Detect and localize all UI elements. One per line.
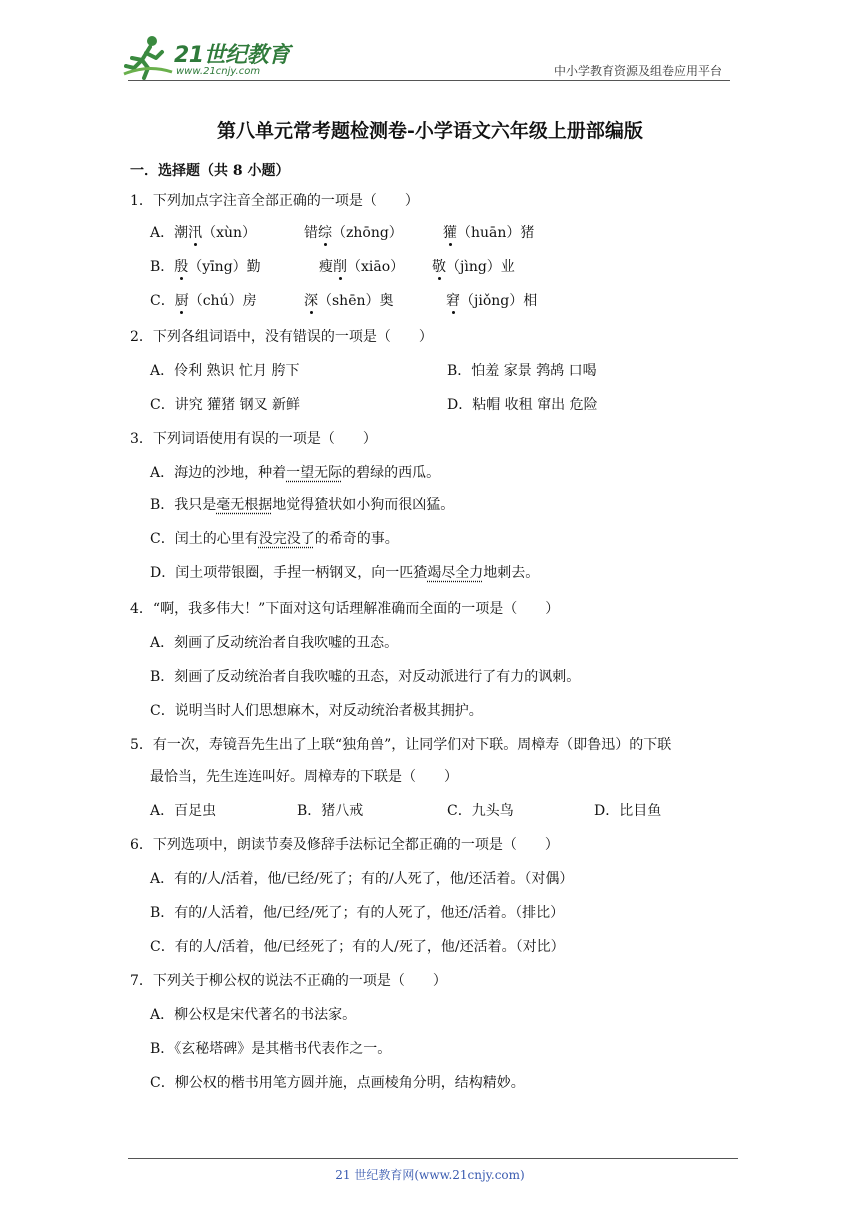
question-2-option-a: A．伶利 熟识 忙月 胯下 <box>150 363 300 379</box>
question-2-option-c: C．讲究 獾猪 钢叉 新鲜 <box>150 397 301 413</box>
question-5-option-c: C．九头鸟 <box>447 803 514 819</box>
question-3-stem: 3．下列词语使用有误的一项是（ ） <box>130 431 377 447</box>
question-7-option-a: A．柳公权是宋代著名的书法家。 <box>150 1007 357 1023</box>
question-1-option-c1: C．厨（chú）房 <box>150 293 257 309</box>
question-4-option-c: C．说明当时人们思想麻木，对反动统治者极其拥护。 <box>150 703 483 719</box>
footer-divider <box>128 1158 738 1159</box>
page-header <box>0 0 860 90</box>
question-1-option-b2: 瘦削（xiāo） <box>319 259 405 275</box>
question-6-option-b: B．有的/人活着，他/已经/死了；有的人死了，他还/活着。（排比） <box>150 905 565 921</box>
platform-label: 中小学教育资源及组卷应用平台 <box>553 64 722 78</box>
logo <box>122 34 292 80</box>
question-1-option-a3: 獾（huān）猪 <box>443 225 535 241</box>
question-7-option-c: C．柳公权的楷书用笔方圆并施，点画棱角分明，结构精妙。 <box>150 1075 525 1091</box>
question-4-option-a: A．刻画了反动统治者自我吹嘘的丑态。 <box>150 635 399 651</box>
question-5-stem: 5．有一次，寿镜吾先生出了上联“独角兽”，让同学们对下联。周樟寿（即鲁迅）的下联 <box>130 737 672 753</box>
question-5-option-a: A．百足虫 <box>150 803 217 819</box>
question-6-stem: 6．下列选项中，朗读节奏及修辞手法标记全都正确的一项是（ ） <box>130 837 559 853</box>
question-2-stem: 2．下列各组词语中，没有错误的一项是（ ） <box>130 329 433 345</box>
question-6-option-c: C．有的人/活着，他/已经死了；有的人/死了，他/还活着。（对比） <box>150 939 565 955</box>
question-1-stem: 1．下列加点字注音全部正确的一项是（ ） <box>130 193 419 209</box>
question-1-option-b1: B．殷（yīng）勤 <box>150 259 261 275</box>
footer-link[interactable]: 21 世纪教育网(www.21cnjy.com) <box>335 1168 525 1182</box>
page-title: 第八单元常考题检测卷-小学语文六年级上册部编版 <box>217 120 643 142</box>
question-4-option-b: B．刻画了反动统治者自我吹嘘的丑态，对反动派进行了有力的讽刺。 <box>150 669 581 685</box>
logo-url: www.21cnjy.com <box>176 66 261 77</box>
question-1-option-b3: 敬（jìng）业 <box>432 259 515 275</box>
question-1-option-a1: A．潮汛（xùn） <box>150 225 257 241</box>
question-1-option-c3: 窘（jiǒng）相 <box>446 293 538 309</box>
question-3-option-b: B．我只是毫无根据地觉得猹状如小狗而很凶猛。 <box>150 497 455 513</box>
question-7-stem: 7．下列关于柳公权的说法不正确的一项是（ ） <box>130 973 447 989</box>
question-5-stem-continued: 最恰当，先生连连叫好。周樟寿的下联是（ ） <box>150 769 458 785</box>
question-1-option-a2: 错综（zhōng） <box>304 225 403 241</box>
question-2-option-d: D．粘帽 收租 窜出 危险 <box>447 397 598 413</box>
question-1-option-c2: 深（shēn）奥 <box>304 293 394 309</box>
question-7-option-b: B．《玄秘塔碑》是其楷书代表作之一。 <box>150 1041 392 1057</box>
question-5-option-b: B．猪八戒 <box>297 803 364 819</box>
logo-text: 21世纪教育 <box>174 43 290 68</box>
question-3-option-c: C．闰土的心里有没完没了的希奇的事。 <box>150 531 399 547</box>
section-heading: 一．选择题（共 8 小题） <box>130 163 290 179</box>
question-6-option-a: A．有的/人/活着，他/已经/死了；有的/人死了，他/还活着。（对偶） <box>150 871 574 887</box>
runner-logo-icon <box>122 34 174 80</box>
question-5-option-d: D．比目鱼 <box>594 803 662 819</box>
question-3-option-a: A．海边的沙地，种着一望无际的碧绿的西瓜。 <box>150 465 441 481</box>
header-divider <box>128 80 730 81</box>
question-3-option-d: D．闰土项带银圈，手捏一柄钢叉，向一匹猹竭尽全力地刺去。 <box>150 565 540 581</box>
question-2-option-b: B．怕羞 家景 鹁鸪 口喝 <box>447 363 597 379</box>
question-4-stem: 4．“啊，我多伟大！”下面对这句话理解准确而全面的一项是（ ） <box>130 601 560 617</box>
